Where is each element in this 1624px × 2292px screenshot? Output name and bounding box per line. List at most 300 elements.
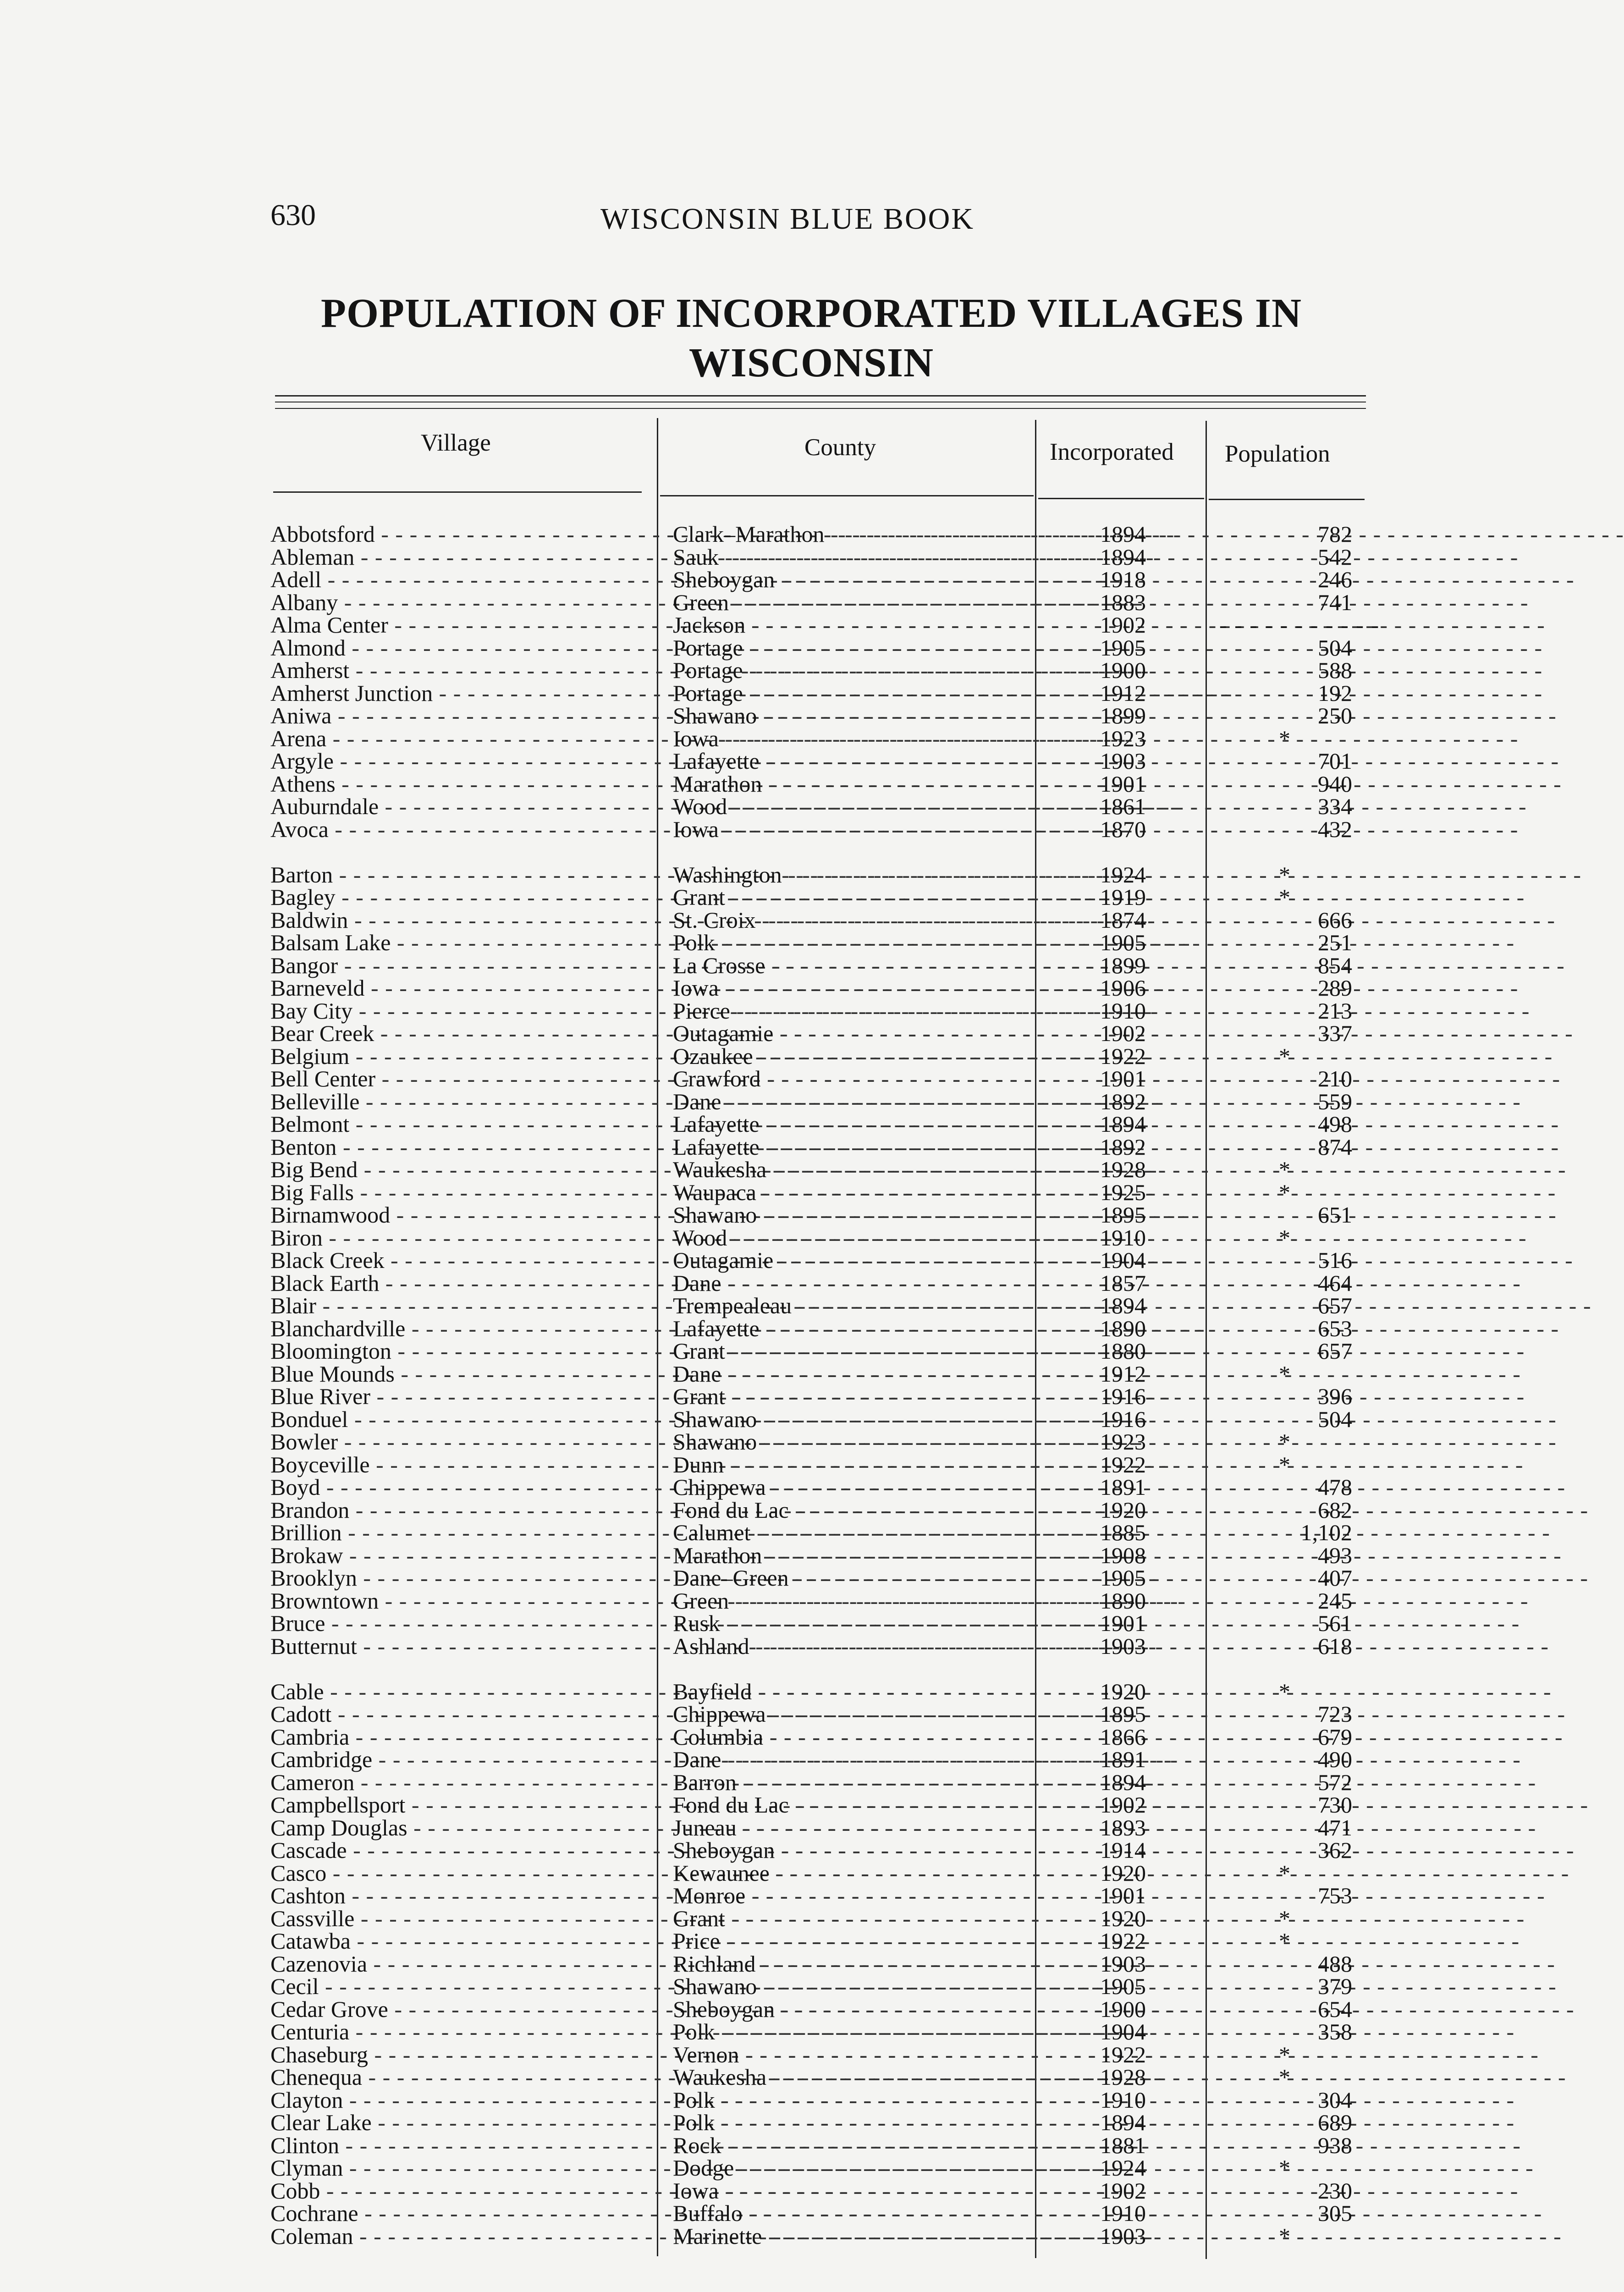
table-row <box>0 1612 1489 1635</box>
incorporated-year: 1914 <box>1100 1837 1146 1863</box>
county-name: Dunn - - - <box>673 1453 1031 1476</box>
table-row <box>0 591 1489 614</box>
table-row <box>0 682 1489 705</box>
village-name: Barton - - - <box>270 863 642 886</box>
incorporated-year: 1895 <box>1100 1202 1146 1228</box>
village-name: Abbotsford - - - <box>270 523 642 545</box>
title-line-2: WISCONSIN <box>688 340 934 386</box>
incorporated-year: 1903 <box>1100 2223 1146 2249</box>
population-value: 559 <box>1318 1088 1352 1114</box>
county-name: Ozaukee - - - <box>673 1045 1031 1068</box>
table-row <box>0 2202 1489 2225</box>
incorporated-year: 1906 <box>1100 975 1146 1001</box>
county-name: Columbia - - - <box>673 1725 1031 1748</box>
population-value: 490 <box>1318 1747 1352 1772</box>
county-name: Chippewa - - - <box>673 1702 1031 1725</box>
county-name: Sauk - - - <box>673 545 1031 568</box>
county-name: Polk - - - <box>673 2020 1031 2043</box>
incorporated-year: 1922 <box>1100 1043 1146 1069</box>
incorporated-year: 1900 <box>1100 1996 1146 2022</box>
village-name: Cadott - - - <box>270 1702 642 1725</box>
population-value: * <box>1279 1678 1290 1704</box>
incorporated-year: 1899 <box>1100 952 1146 978</box>
population-value: 682 <box>1318 1497 1352 1523</box>
county-name: Calumet - - - <box>673 1521 1031 1544</box>
population-value: 654 <box>1318 1996 1352 2022</box>
table-row <box>0 659 1489 682</box>
population-value: 938 <box>1318 2132 1352 2158</box>
village-name: Bangor - - - <box>270 954 642 977</box>
incorporated-year: 1901 <box>1100 1610 1146 1636</box>
incorporated-year: 1900 <box>1100 657 1146 683</box>
table-row <box>0 1408 1489 1431</box>
village-name: Birnamwood - - - <box>270 1203 642 1226</box>
county-name: Marinette - - - <box>673 2225 1031 2248</box>
incorporated-year: 1903 <box>1100 748 1146 774</box>
table-row <box>0 1226 1489 1249</box>
population-value: 618 <box>1318 1633 1352 1659</box>
incorporated-year: 1924 <box>1100 2155 1146 2181</box>
county-name: Jackson - - - <box>673 613 1031 636</box>
table-row <box>0 1317 1489 1340</box>
village-name: Bruce - - - <box>270 1612 642 1635</box>
village-name: Ableman - - - <box>270 545 642 568</box>
incorporated-year: 1904 <box>1100 2019 1146 2044</box>
population-value: 504 <box>1318 1406 1352 1432</box>
village-name: Brandon - - - <box>270 1499 642 1521</box>
village-name: Belmont - - - <box>270 1113 642 1135</box>
table-row <box>0 1453 1489 1476</box>
population-value: 245 <box>1318 1587 1352 1614</box>
table-row <box>0 1771 1489 1794</box>
village-name: Bonduel - - - <box>270 1408 642 1431</box>
population-value: * <box>1279 1429 1290 1455</box>
population-value: 657 <box>1318 1293 1352 1318</box>
village-name: Auburndale - - - <box>270 795 642 818</box>
table-row <box>0 886 1489 909</box>
county-name: Rusk - - - <box>673 1612 1031 1635</box>
population-value: 210 <box>1318 1066 1352 1091</box>
county-name: Fond du Lac - - - <box>673 1499 1031 1521</box>
page-header <box>270 198 1050 239</box>
county-name: Outagamie - - - <box>673 1022 1031 1045</box>
village-name: Blue Mounds - - - <box>270 1362 642 1385</box>
table-row <box>0 1158 1489 1181</box>
incorporated-year: 1910 <box>1100 2200 1146 2226</box>
incorporated-year: 1923 <box>1100 1429 1146 1455</box>
table-row <box>0 2088 1489 2111</box>
population-value: 782 <box>1318 521 1352 547</box>
population-value: * <box>1279 1224 1290 1251</box>
population-value: * <box>1279 2223 1290 2249</box>
county-name: Portage - - - <box>673 636 1031 659</box>
incorporated-year: 1883 <box>1100 589 1146 615</box>
column-header-incorporated: Incorporated <box>1050 439 1174 465</box>
population-value: 723 <box>1318 1701 1352 1727</box>
county-name: Portage - - - <box>673 682 1031 705</box>
incorporated-year: 1861 <box>1100 793 1146 819</box>
table-row <box>0 2043 1489 2066</box>
table-row <box>0 2066 1489 2088</box>
county-name: Sheboygan - - - <box>673 1839 1031 1862</box>
village-name: Bowler - - - <box>270 1430 642 1453</box>
village-name: Cameron - - - <box>270 1771 642 1794</box>
table-row <box>0 1907 1489 1930</box>
incorporated-year: 1920 <box>1100 1860 1146 1886</box>
incorporated-year: 1894 <box>1100 521 1146 547</box>
incorporated-year: 1920 <box>1100 1905 1146 1931</box>
village-name: Cambridge - - - <box>270 1748 642 1771</box>
table-row <box>0 1975 1489 1998</box>
incorporated-year: 1903 <box>1100 1633 1146 1659</box>
county-name: Vernon - - - <box>673 2043 1031 2066</box>
county-name: Rock - - - <box>673 2134 1031 2157</box>
county-name: Marathon - - - <box>673 1544 1031 1567</box>
population-value: 488 <box>1318 1950 1352 1977</box>
column-header-county: County <box>804 434 876 461</box>
page-number: 630 <box>270 198 316 232</box>
population-value: 493 <box>1318 1542 1352 1568</box>
population-value: 471 <box>1318 1814 1352 1840</box>
page-title <box>257 289 1366 388</box>
table-row <box>0 613 1489 636</box>
table-row <box>0 727 1489 750</box>
county-name: La Crosse - - - <box>673 954 1031 977</box>
incorporated-year: 1880 <box>1100 1338 1146 1364</box>
county-name: Iowa - - - <box>673 818 1031 841</box>
incorporated-year: 1905 <box>1100 634 1146 661</box>
population-value: 701 <box>1318 748 1352 774</box>
village-name: Bay City - - - <box>270 999 642 1022</box>
incorporated-year: 1902 <box>1100 1020 1146 1046</box>
county-name: Grant - - - <box>673 1907 1031 1930</box>
table-row <box>0 2020 1489 2043</box>
village-name: Blair - - - <box>270 1294 642 1317</box>
population-value: * <box>1279 2041 1290 2067</box>
incorporated-year: 1924 <box>1100 861 1146 887</box>
population-value: 741 <box>1318 589 1352 615</box>
county-name: Juneau - - - <box>673 1816 1031 1839</box>
village-name: Argyle - - - <box>270 749 642 772</box>
village-name: Belleville - - - <box>270 1090 642 1113</box>
incorporated-year: 1903 <box>1100 1950 1146 1977</box>
table-row <box>0 1022 1489 1045</box>
table-row <box>0 2134 1489 2157</box>
village-name: Avoca - - - <box>270 818 642 841</box>
county-name: Polk - - - <box>673 2111 1031 2134</box>
village-name: Black Earth - - - <box>270 1272 642 1295</box>
village-name: Cashton - - - <box>270 1884 642 1907</box>
table-row <box>0 976 1489 999</box>
title-line-1: POPULATION OF INCORPORATED VILLAGES IN <box>321 291 1302 336</box>
county-name: Iowa - - - <box>673 2179 1031 2202</box>
incorporated-year: 1870 <box>1100 816 1146 842</box>
population-value: 358 <box>1318 2019 1352 2044</box>
table-row <box>0 545 1489 568</box>
population-value: 1,102 <box>1300 1520 1352 1545</box>
population-value: 337 <box>1318 1020 1352 1046</box>
incorporated-year: 1905 <box>1100 930 1146 955</box>
population-value: 251 <box>1318 930 1352 955</box>
incorporated-year: 1902 <box>1100 612 1146 638</box>
village-name: Albany - - - <box>270 591 642 614</box>
population-value: 874 <box>1318 1134 1352 1160</box>
population-value: 689 <box>1318 2110 1352 2135</box>
village-name: Cable - - - <box>270 1680 642 1703</box>
table-row <box>0 1952 1489 1975</box>
population-value: 250 <box>1318 703 1352 728</box>
incorporated-year: 1925 <box>1100 1179 1146 1205</box>
table-row <box>0 1521 1489 1544</box>
village-name: Alma Center - - - <box>270 613 642 636</box>
incorporated-year: 1910 <box>1100 2087 1146 2113</box>
county-name: Richland - - - <box>673 1952 1031 1975</box>
incorporated-year: 1881 <box>1100 2132 1146 2158</box>
population-value: 304 <box>1318 2087 1352 2113</box>
population-value: * <box>1279 1905 1290 1931</box>
population-value: * <box>1279 1157 1290 1182</box>
county-name: Bayfield - - - <box>673 1680 1031 1703</box>
county-name: Price - - - <box>673 1929 1031 1952</box>
population-value: * <box>1279 1043 1290 1069</box>
population-header-underline <box>1209 499 1365 500</box>
population-value: 334 <box>1318 793 1352 819</box>
population-value: 588 <box>1318 657 1352 683</box>
village-name: Barneveld - - - <box>270 976 642 999</box>
column-header-population: Population <box>1225 441 1330 467</box>
table-row <box>0 931 1489 954</box>
incorporated-year: 1905 <box>1100 1973 1146 1999</box>
table-row <box>0 2225 1489 2248</box>
incorporated-year: 1920 <box>1100 1497 1146 1523</box>
incorporated-year: 1890 <box>1100 1315 1146 1341</box>
table-row <box>0 818 1489 841</box>
incorporated-year: 1901 <box>1100 771 1146 797</box>
population-value: 407 <box>1318 1565 1352 1591</box>
incorporated-year: 1894 <box>1100 2110 1146 2135</box>
incorporated-year: 1918 <box>1100 567 1146 592</box>
column-header-village: Village <box>421 430 491 456</box>
incorporated-year: 1901 <box>1100 1883 1146 1908</box>
county-name: Grant - - - <box>673 1339 1031 1362</box>
table-row <box>0 795 1489 818</box>
table-row <box>0 1884 1489 1907</box>
table-row <box>0 1725 1489 1748</box>
village-name: Chaseburg - - - <box>270 2043 642 2066</box>
incorporated-year: 1890 <box>1100 1587 1146 1614</box>
population-value: 651 <box>1318 1202 1352 1228</box>
county-name: Shawano - - - <box>673 704 1031 727</box>
table-row <box>0 2179 1489 2202</box>
village-name: Bell Center - - - <box>270 1067 642 1090</box>
county-name: Marathon - - - <box>673 772 1031 795</box>
county-name: Outagamie - - - <box>673 1249 1031 1272</box>
table-row <box>0 2111 1489 2134</box>
village-name: Brooklyn - - - <box>270 1566 642 1589</box>
village-name: Chenequa - - - <box>270 2066 642 2088</box>
incorporated-year: 1922 <box>1100 1451 1146 1477</box>
table-row <box>0 1566 1489 1589</box>
population-value: 464 <box>1318 1270 1352 1296</box>
table-row <box>0 1998 1489 2021</box>
population-value: * <box>1279 2064 1290 2090</box>
table-row-spacer <box>0 840 1489 863</box>
population-value: 498 <box>1318 1111 1352 1137</box>
village-name: Centuria - - - <box>270 2020 642 2043</box>
county-name: Dane - - - <box>673 1090 1031 1113</box>
table-row <box>0 1589 1489 1612</box>
top-rule-3 <box>275 408 1366 409</box>
county-name: Barron - - - <box>673 1771 1031 1794</box>
incorporated-year: 1885 <box>1100 1520 1146 1545</box>
county-name: Dane - - - <box>673 1362 1031 1385</box>
table-row <box>0 954 1489 977</box>
county-name: Shawano - - - <box>673 1408 1031 1431</box>
table-row <box>0 1067 1489 1090</box>
village-name: Cascade - - - <box>270 1839 642 1862</box>
population-value: 396 <box>1318 1383 1352 1409</box>
table-row <box>0 1249 1489 1272</box>
village-name: Bear Creek - - - <box>270 1022 642 1045</box>
incorporated-year: 1894 <box>1100 1293 1146 1318</box>
county-name: Green - - - <box>673 591 1031 614</box>
table-row <box>0 863 1489 886</box>
village-name: Cecil - - - <box>270 1975 642 1998</box>
county-name: Sheboygan - - - <box>673 568 1031 591</box>
village-name: Benton - - - <box>270 1135 642 1158</box>
county-name: Washington - - - <box>673 863 1031 886</box>
county-name: Sheboygan - - - <box>673 1998 1031 2021</box>
table-row <box>0 1748 1489 1771</box>
village-name: Boyd - - - <box>270 1476 642 1499</box>
population-value: 516 <box>1318 1247 1352 1273</box>
population-value: 679 <box>1318 1724 1352 1750</box>
population-value: * <box>1279 725 1290 751</box>
county-name: Dodge - - - <box>673 2156 1031 2179</box>
incorporated-year: 1910 <box>1100 1224 1146 1251</box>
county-name: Grant - - - <box>673 886 1031 909</box>
incorporated-year: 1891 <box>1100 1474 1146 1500</box>
table-row <box>0 2156 1489 2179</box>
population-value: 657 <box>1318 1338 1352 1364</box>
county-name: Fond du Lac - - - <box>673 1793 1031 1816</box>
population-value: 753 <box>1318 1883 1352 1908</box>
population-value: * <box>1279 1860 1290 1886</box>
village-name: Blue River - - - <box>270 1385 642 1408</box>
village-name: Cobb - - - <box>270 2179 642 2202</box>
incorporated-year: 1894 <box>1100 544 1146 570</box>
table-row <box>0 1476 1489 1499</box>
county-name: Wood - - - <box>673 1226 1031 1249</box>
incorporated-year: 1928 <box>1100 2064 1146 2090</box>
village-name: Cedar Grove - - - <box>270 1998 642 2021</box>
county-name: Lafayette - - - <box>673 1113 1031 1135</box>
table-row <box>0 1544 1489 1567</box>
county-name: Lafayette - - - <box>673 1317 1031 1340</box>
incorporated-year: 1920 <box>1100 1678 1146 1704</box>
table-row <box>0 1929 1489 1952</box>
population-value: * <box>1279 1451 1290 1477</box>
table-row <box>0 1680 1489 1703</box>
incorporated-year: 1894 <box>1100 1769 1146 1795</box>
village-name: Arena - - - <box>270 727 642 750</box>
table-row <box>0 1816 1489 1839</box>
county-name: Polk - - - <box>673 2088 1031 2111</box>
population-value: * <box>1279 884 1290 910</box>
county-name: Waukesha - - - <box>673 2066 1031 2088</box>
village-name: Casco - - - <box>270 1862 642 1884</box>
village-name: Blanchardville - - - <box>270 1317 642 1340</box>
table-row <box>0 999 1489 1022</box>
village-name: Biron - - - <box>270 1226 642 1249</box>
table-row <box>0 1272 1489 1295</box>
population-value: 230 <box>1318 2177 1352 2204</box>
table-row <box>0 1430 1489 1453</box>
table-row <box>0 1339 1489 1362</box>
population-value: * <box>1279 1361 1290 1387</box>
incorporated-year: 1894 <box>1100 1111 1146 1137</box>
population-value: 504 <box>1318 634 1352 661</box>
county-name: Iowa - - - <box>673 976 1031 999</box>
table-row <box>0 1113 1489 1135</box>
incorporated-year: 1919 <box>1100 884 1146 910</box>
county-name: Shawano - - - <box>673 1975 1031 1998</box>
incorporated-header-underline <box>1038 498 1204 499</box>
village-name: Cambria - - - <box>270 1725 642 1748</box>
county-name: Crawford - - - <box>673 1067 1031 1090</box>
population-value: - - - - - - - - - - - <box>1219 612 1380 638</box>
county-name: Grant - - - <box>673 1385 1031 1408</box>
table-row <box>0 1793 1489 1816</box>
county-header-underline <box>660 495 1034 496</box>
incorporated-year: 1874 <box>1100 907 1146 933</box>
village-name: Clinton - - - <box>270 2134 642 2157</box>
population-value: 572 <box>1318 1769 1352 1795</box>
table-row <box>0 1294 1489 1317</box>
table-row <box>0 1203 1489 1226</box>
village-name: Clyman - - - <box>270 2156 642 2179</box>
county-name: Portage - - - <box>673 659 1031 682</box>
population-value: * <box>1279 861 1290 887</box>
population-value: 246 <box>1318 567 1352 592</box>
population-value: 542 <box>1318 544 1352 570</box>
county-name: St. Croix - - - <box>673 909 1031 931</box>
county-name: Kewaunee - - - <box>673 1862 1031 1884</box>
incorporated-year: 1901 <box>1100 1066 1146 1091</box>
village-name: Baldwin - - - <box>270 909 642 931</box>
county-name: Clark–Marathon - - - <box>673 523 1031 545</box>
table-row <box>0 704 1489 727</box>
population-value: 561 <box>1318 1610 1352 1636</box>
table-row <box>0 1090 1489 1113</box>
village-name: Balsam Lake - - - <box>270 931 642 954</box>
incorporated-year: 1899 <box>1100 703 1146 728</box>
population-value: 192 <box>1318 680 1352 706</box>
table-row <box>0 1839 1489 1862</box>
incorporated-year: 1904 <box>1100 1247 1146 1273</box>
village-name: Belgium - - - <box>270 1045 642 1068</box>
incorporated-year: 1892 <box>1100 1088 1146 1114</box>
incorporated-year: 1922 <box>1100 2041 1146 2067</box>
village-name: Cassville - - - <box>270 1907 642 1930</box>
population-value: 478 <box>1318 1474 1352 1500</box>
incorporated-year: 1908 <box>1100 1542 1146 1568</box>
incorporated-year: 1902 <box>1100 2177 1146 2204</box>
table-row <box>0 523 1489 545</box>
incorporated-year: 1916 <box>1100 1406 1146 1432</box>
village-name: Cochrane - - - <box>270 2202 642 2225</box>
county-name: Dane - - - <box>673 1272 1031 1295</box>
